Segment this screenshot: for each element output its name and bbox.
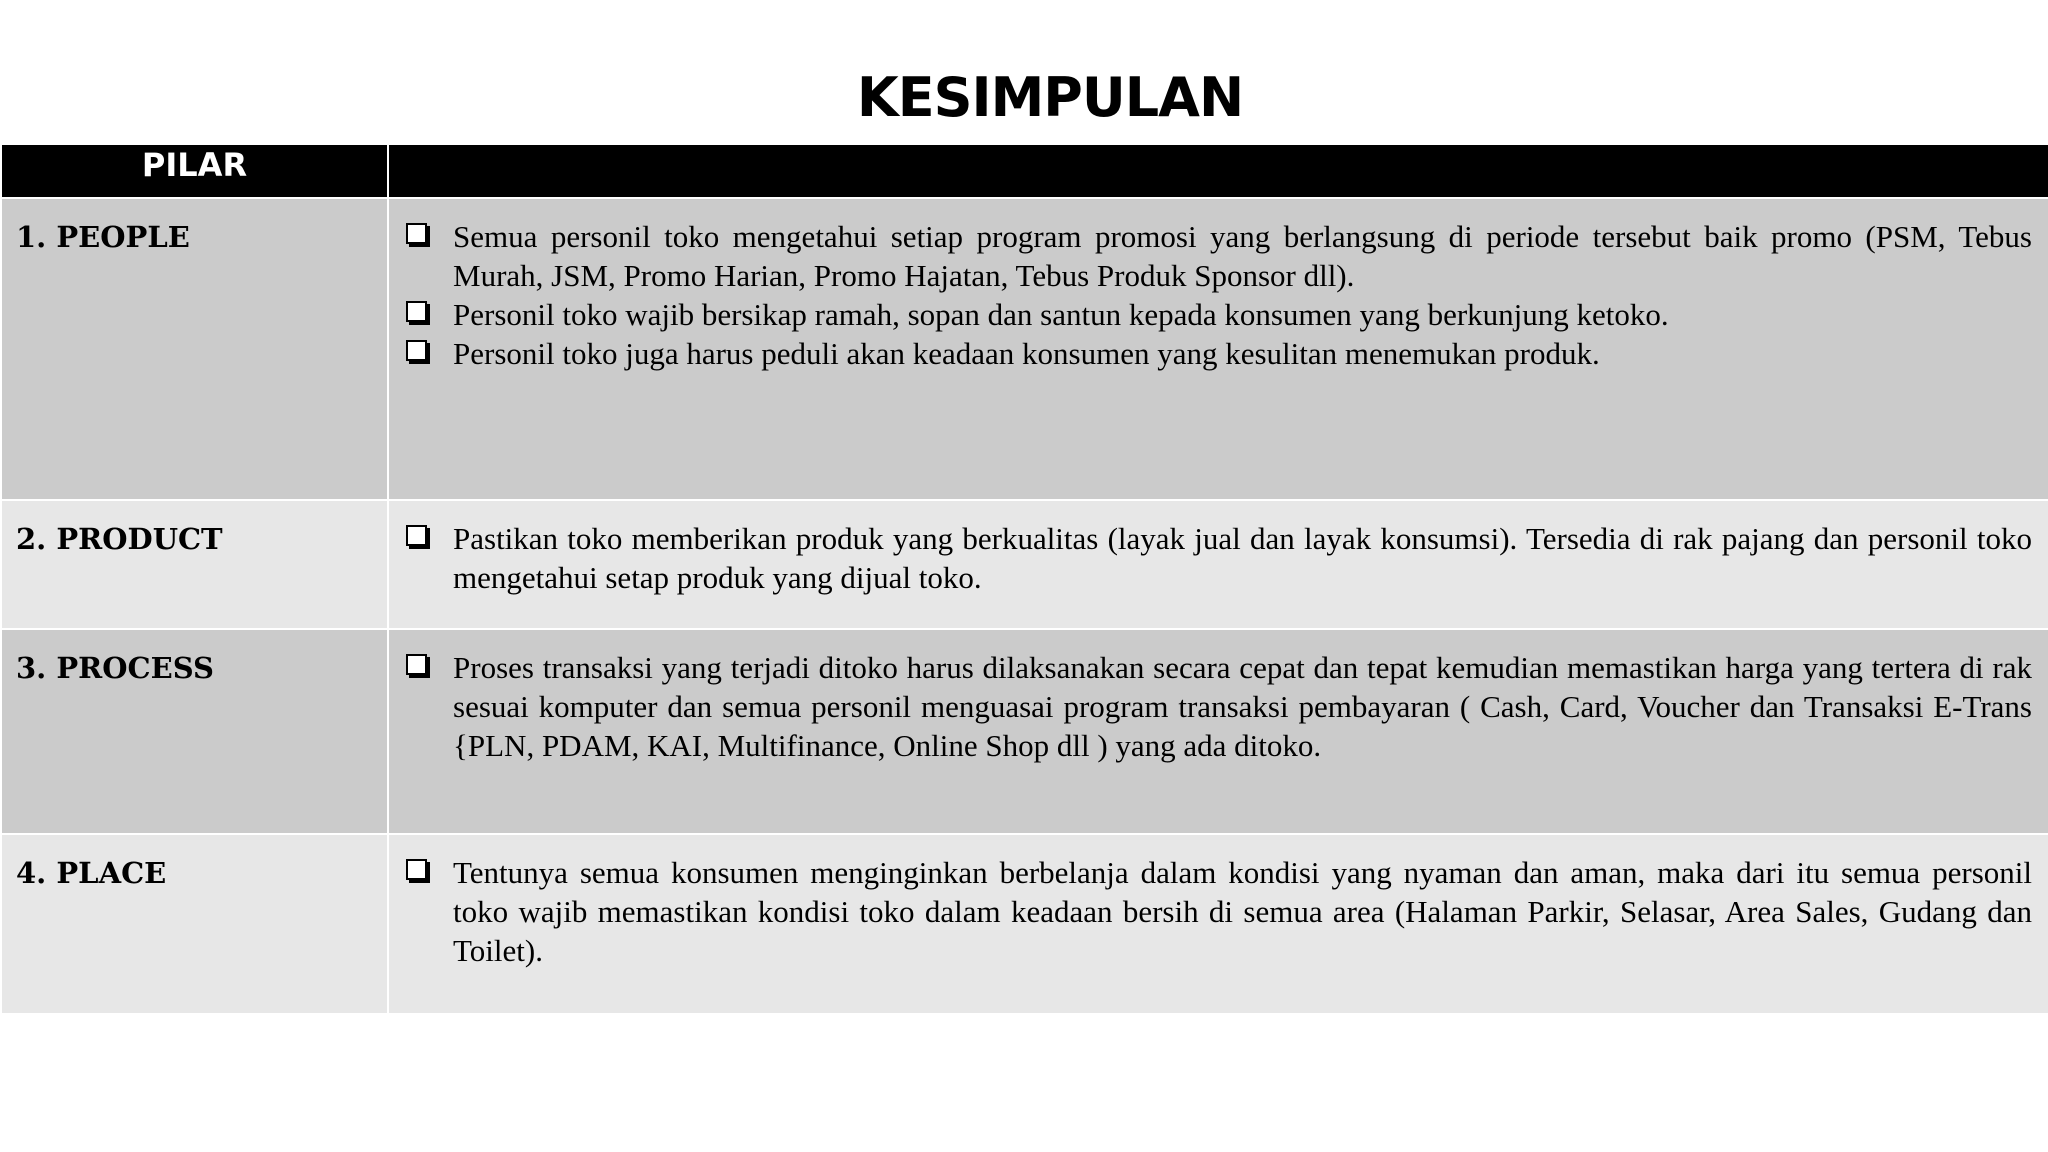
bullet-text: Personil toko wajib bersikap ramah, sopan dan santun kepada konsumen yang berkunjung ketoko. [453,297,1669,332]
list-item [405,519,2032,597]
checkbox-bullet-icon [406,223,427,244]
bullet-list [405,217,2032,373]
bullet-list [405,519,2032,597]
list-item [405,648,2032,765]
table-row-product [1,500,2048,629]
pillar-content [388,198,2048,500]
header-pilar: PILAR [1,144,388,198]
pillar-label: 1. PEOPLE [1,198,388,500]
bullet-text: Pastikan toko memberikan produk yang berkualitas (layak jual dan layak konsumsi). Tersedia di rak pajang dan personil toko mengetahui setap produk yang dijual toko. [453,521,2032,595]
pillar-label: 4. PLACE [1,834,388,1014]
list-item [405,334,2032,373]
checkbox-bullet-icon [406,340,427,361]
pillar-content [388,834,2048,1014]
pillar-label: 2. PRODUCT [1,500,388,629]
checkbox-bullet-icon [406,654,427,675]
pillar-content [388,629,2048,834]
bullet-text: Semua personil toko mengetahui setiap program promosi yang berlangsung di periode tersebut baik promo (PSM, Tebus Murah, JSM, Promo Harian, Promo Hajatan, Tebus Produk Sponsor dll). [453,219,2032,293]
pillar-label: 3. PROCESS [1,629,388,834]
table-row-place [1,834,2048,1014]
list-item [405,853,2032,970]
slide-title: KESIMPULAN [856,66,1244,129]
bullet-list [405,853,2032,970]
bullet-text: Proses transaksi yang terjadi ditoko harus dilaksanakan secara cepat dan tepat kemudian memastikan harga yang tertera di rak sesuai komputer dan semua personil menguasai program transaksi pembayaran ( Cash, Card, Voucher dan Transaksi E-Trans {PLN, PDAM, KAI, Multifinance, Online Shop dll ) yang ada ditoko. [453,650,2032,763]
list-item [405,217,2032,295]
list-item [405,295,2032,334]
checkbox-bullet-icon [406,301,427,322]
bullet-text: Personil toko juga harus peduli akan keadaan konsumen yang kesulitan menemukan produk. [453,336,1600,371]
conclusion-table [0,143,2048,1015]
pillar-content [388,500,2048,629]
checkbox-bullet-icon [406,859,427,880]
table-row-process [1,629,2048,834]
bullet-text: Tentunya semua konsumen menginginkan berbelanja dalam kondisi yang nyaman dan aman, maka dari itu semua personil toko wajib memastikan kondisi toko dalam keadaan bersih di semua area (Halaman Parkir, Selasar, Area Sales, Gudang dan Toilet). [453,855,2032,968]
table-row-people [1,198,2048,500]
header-description [388,144,2048,198]
checkbox-bullet-icon [406,525,427,546]
table-header-row [1,144,2048,198]
bullet-list [405,648,2032,765]
